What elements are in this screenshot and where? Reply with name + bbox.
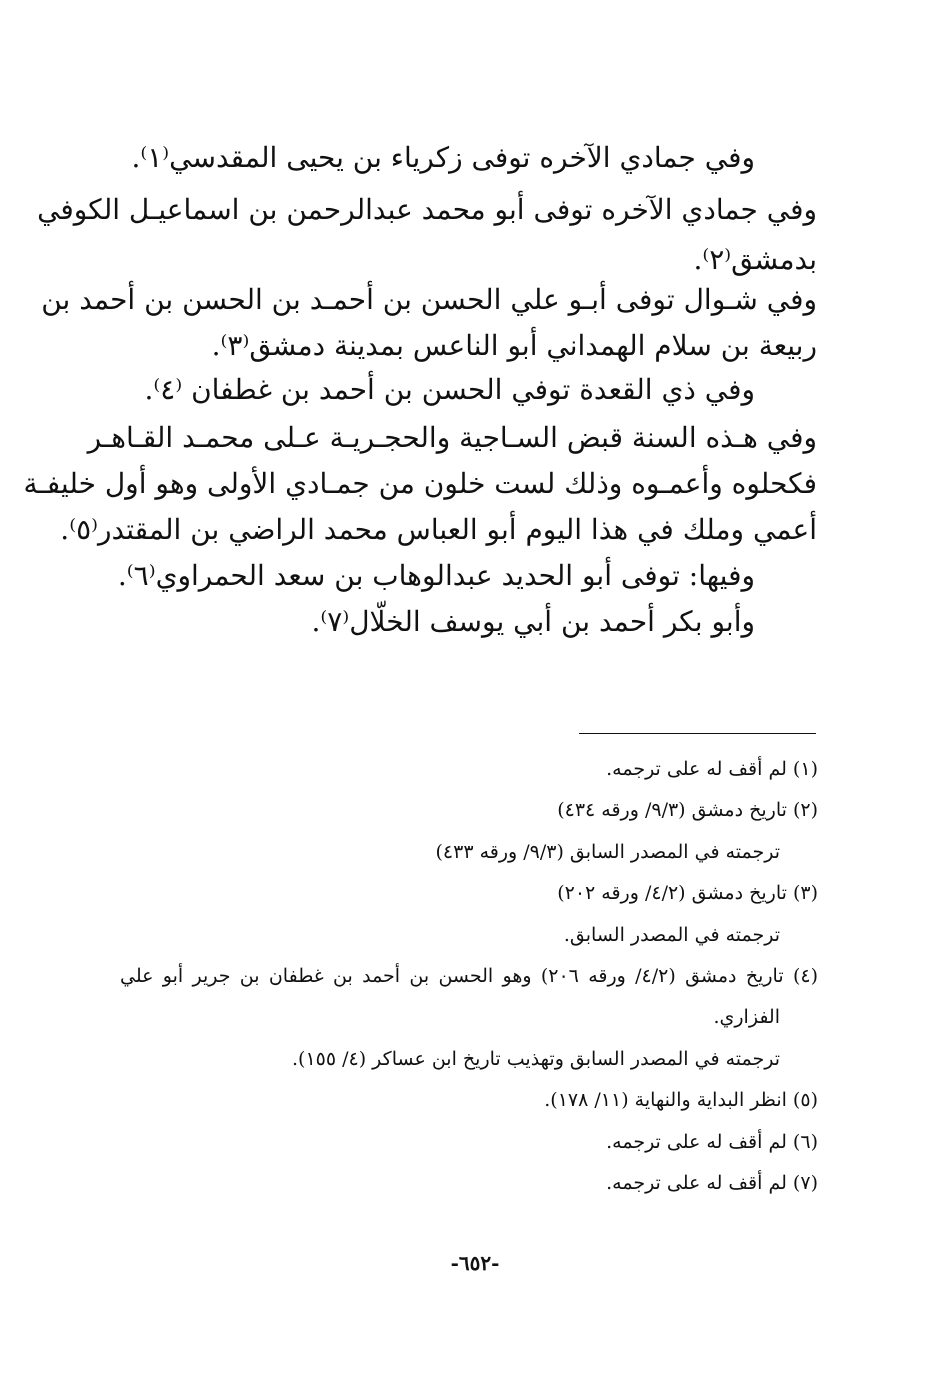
footnote-line: (١) لم أقف له على ترجمه.: [606, 758, 818, 780]
footnote-line: ترجمته في المصدر السابق وتهذيب تاريخ ابن عساكر (٤/ ١٥٥).: [291, 1048, 780, 1070]
body-line: وفي شـوال توفى أبـو علي الحسن بن أحمـد بن الحسن بن أحمد بن: [41, 283, 817, 316]
footnote-line: (٤) تاريخ دمشق (٤/٢/ ورقه ٢٠٦) وهو الحسن بن أحمد بن غطفان بن جرير أبو علي: [120, 965, 819, 987]
body-line: فكحلوه وأعمـوه وذلك لست خلون من جمـادي الأولى وهو أول خليفـة: [23, 467, 817, 500]
footnote-line: (٧) لم أقف له على ترجمه.: [606, 1172, 818, 1194]
footnote-line: الفزاري.: [713, 1006, 780, 1028]
body-line: وفي جمادي الآخره توفى زكرياء بن يحيى المقدسي⁽١⁾.: [131, 141, 755, 174]
body-line: بدمشق⁽٢⁾.: [693, 243, 817, 276]
footnote-line: ترجمته في المصدر السابق (٩/٣/ ورقه ٤٣٣): [435, 841, 780, 863]
footnote-line: (٢) تاريخ دمشق (٩/٣/ ورقه ٤٣٤): [557, 799, 818, 821]
footnote-line: (٣) تاريخ دمشق (٤/٢/ ورقه ٢٠٢): [557, 882, 818, 904]
body-line: وفي هـذه السنة قبض السـاجية والحجـريـة عـلى محمـد القـاهـر: [87, 421, 817, 454]
footnote-separator: [579, 733, 816, 734]
body-line: وفي ذي القعدة توفي الحسن بن أحمد بن غطفان ⁽٤⁾.: [144, 373, 755, 406]
footnote-line: (٥) انظر البداية والنهاية (١١/ ١٧٨).: [544, 1089, 818, 1111]
body-line: أعمي وملك في هذا اليوم أبو العباس محمد الراضي بن المقتدر⁽٥⁾.: [60, 513, 817, 546]
body-line: ربيعة بن سلام الهمداني أبو الناعس بمدينة دمشق⁽٣⁾.: [211, 329, 817, 362]
footnote-line: (٦) لم أقف له على ترجمه.: [606, 1131, 818, 1153]
page-number: -٦٥٢-: [450, 1251, 500, 1275]
footnote-line: ترجمته في المصدر السابق.: [563, 924, 780, 946]
body-line: وأبو بكر أحمد بن أبي يوسف الخلّال⁽٧⁾.: [311, 605, 755, 638]
body-line: وفي جمادي الآخره توفى أبو محمد عبدالرحمن بن اسماعيـل الكوفي: [37, 193, 817, 226]
body-line: وفيها: توفى أبو الحديد عبدالوهاب بن سعد الحمراوي⁽٦⁾.: [117, 559, 755, 592]
